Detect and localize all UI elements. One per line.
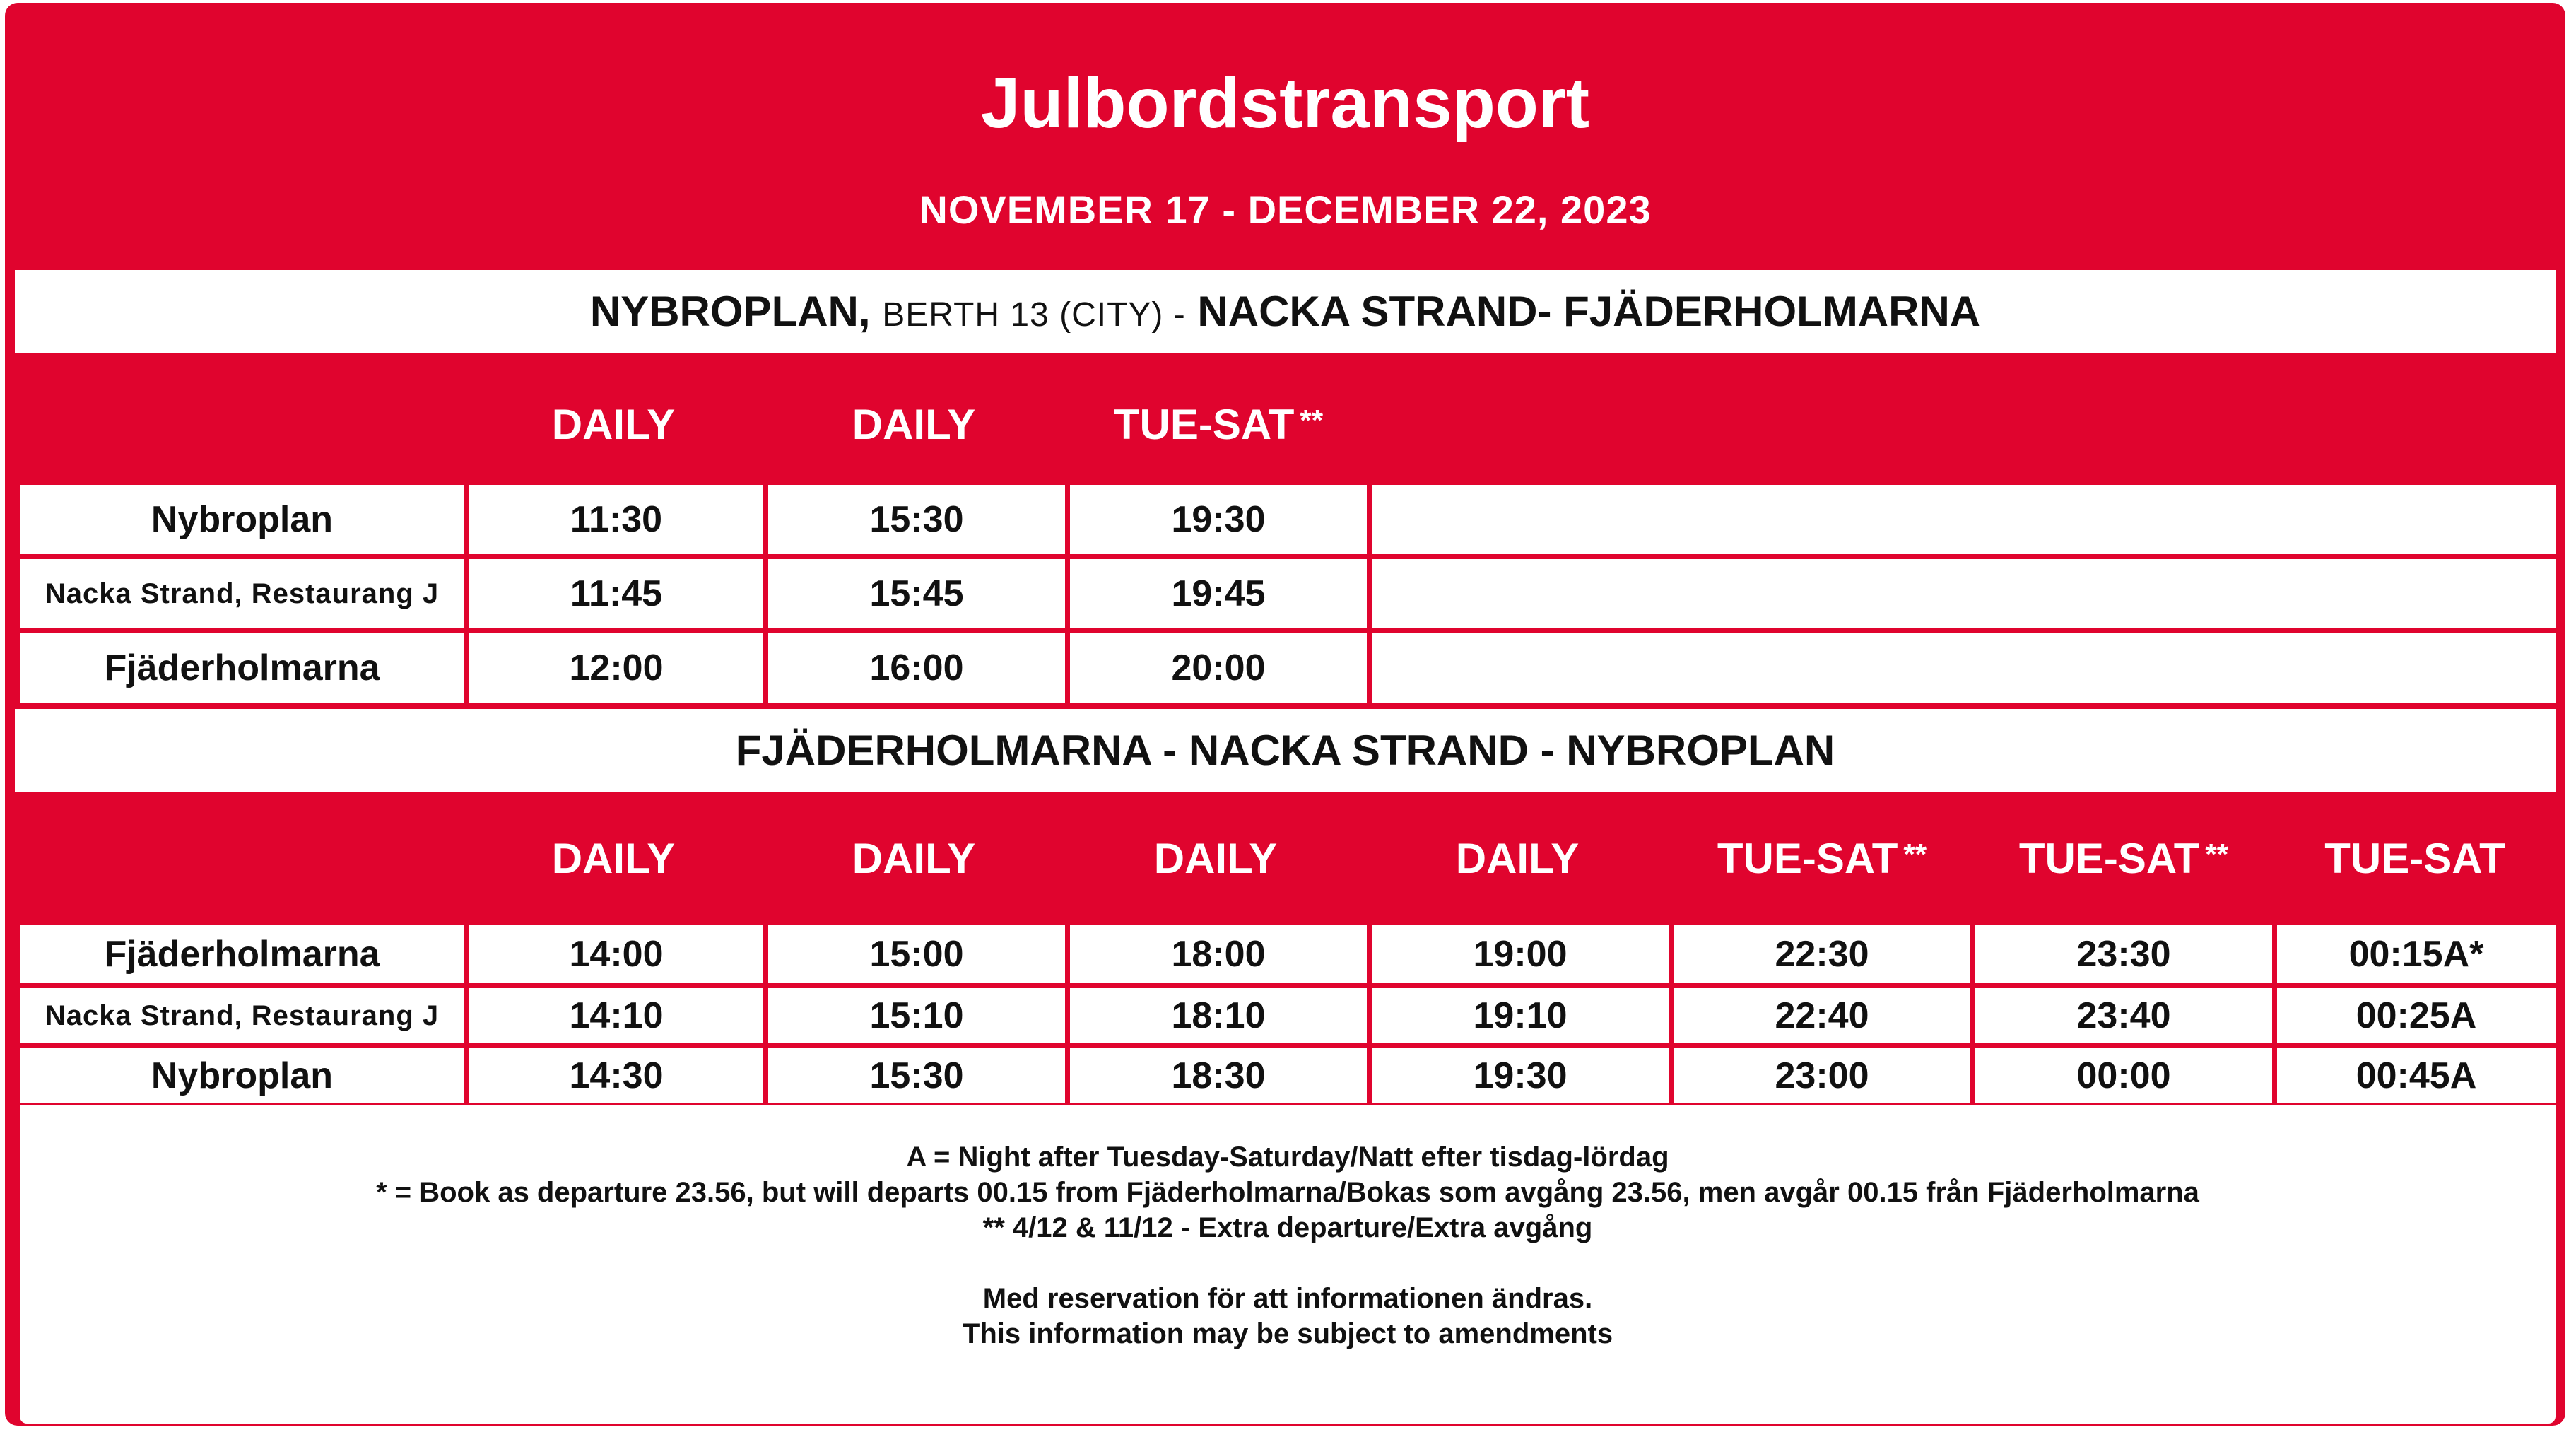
outbound-timetable [20, 485, 2556, 708]
page-title: Julbordstransport [980, 64, 1590, 143]
outbound-route-heading [15, 270, 2556, 353]
table-row [20, 559, 2556, 633]
return-route-heading: FJÄDERHOLMARNA - NACKA STRAND - NYBROPLAN [15, 709, 2556, 792]
stop-name: Fjäderholmarna [20, 633, 469, 708]
table-row [20, 925, 2556, 988]
departure-time: 23:40 [1975, 988, 2277, 1048]
departure-time: 16:00 [768, 633, 1070, 708]
departure-time: 11:30 [469, 485, 768, 559]
return-column-header: DAILY [1153, 835, 1278, 882]
departure-time: 14:30 [469, 1048, 768, 1108]
departure-time: 19:00 [1372, 925, 1674, 988]
outbound-column-header: TUE-SAT ** [1113, 401, 1324, 448]
departure-time: 00:15A* [2277, 925, 2556, 988]
return-column-header: DAILY [1455, 835, 1580, 882]
stop-name: Nybroplan [20, 485, 469, 559]
return-column-header: TUE-SAT ** [1717, 835, 1927, 882]
table-row [20, 988, 2556, 1048]
notes-panel [20, 1105, 2556, 1424]
footnote-double-asterisk: ** 4/12 & 11/12 - Extra departure/Extra avgång [982, 1212, 1593, 1243]
outbound-route-berth: BERTH 13 (CITY) - [882, 296, 1186, 334]
footnotes [20, 1139, 2556, 1351]
return-column-header: TUE-SAT [2324, 835, 2505, 882]
departure-time: 18:30 [1070, 1048, 1372, 1108]
departure-time: 14:10 [469, 988, 768, 1048]
departure-time: 19:30 [1372, 1048, 1674, 1108]
empty-cell [1372, 633, 2556, 708]
departure-time: 15:30 [768, 1048, 1070, 1108]
empty-cell [1372, 485, 2556, 559]
departure-time: 14:00 [469, 925, 768, 988]
return-column-header: TUE-SAT ** [2018, 835, 2229, 882]
return-column-header: DAILY [852, 835, 976, 882]
departure-time: 15:45 [768, 559, 1070, 633]
outbound-column-headers [5, 382, 2565, 459]
departure-time: 23:30 [1975, 925, 2277, 988]
departure-time: 18:10 [1070, 988, 1372, 1048]
stop-name: Fjäderholmarna [20, 925, 469, 988]
departure-time: 23:00 [1674, 1048, 1975, 1108]
outbound-route-origin: NYBROPLAN, [589, 288, 871, 335]
departure-time: 00:00 [1975, 1048, 2277, 1108]
disclaimer-english: This information may be subject to amendments [962, 1318, 1613, 1349]
return-column-headers [5, 816, 2565, 893]
date-range: NOVEMBER 17 - DECEMBER 22, 2023 [919, 187, 1652, 232]
table-row [20, 1048, 2556, 1108]
departure-time: 19:10 [1372, 988, 1674, 1048]
table-row [20, 633, 2556, 708]
table-row [20, 485, 2556, 559]
outbound-route-destination: NACKA STRAND- FJÄDERHOLMARNA [1197, 288, 1981, 335]
departure-time: 22:30 [1674, 925, 1975, 988]
departure-time: 22:40 [1674, 988, 1975, 1048]
disclaimer-swedish: Med reservation för att informationen ändras. [982, 1283, 1593, 1314]
stop-name: Nacka Strand, Restaurang J [20, 988, 469, 1048]
departure-time: 11:45 [469, 559, 768, 633]
outbound-column-header: DAILY [551, 401, 676, 448]
departure-time: 19:45 [1070, 559, 1372, 633]
empty-cell [1372, 559, 2556, 633]
departure-time: 00:25A [2277, 988, 2556, 1048]
departure-time: 15:30 [768, 485, 1070, 559]
departure-time: 00:45A [2277, 1048, 2556, 1108]
return-timetable [20, 925, 2556, 1108]
departure-time: 18:00 [1070, 925, 1372, 988]
departure-time: 19:30 [1070, 485, 1372, 559]
departure-time: 20:00 [1070, 633, 1372, 708]
outbound-column-header: DAILY [852, 401, 976, 448]
return-column-header: DAILY [551, 835, 676, 882]
departure-time: 15:00 [768, 925, 1070, 988]
departure-time: 12:00 [469, 633, 768, 708]
footnote-asterisk: * = Book as departure 23.56, but will departs 00.15 from Fjäderholmarna/Bokas som avgång 23.56, men avgår 00.15 från Fjäderholmarna [376, 1177, 2199, 1208]
stop-name: Nybroplan [20, 1048, 469, 1108]
departure-time: 15:10 [768, 988, 1070, 1048]
timetable-card [5, 3, 2565, 1426]
stop-name: Nacka Strand, Restaurang J [20, 559, 469, 633]
footnote-night: A = Night after Tuesday-Saturday/Natt efter tisdag-lördag [906, 1142, 1669, 1173]
